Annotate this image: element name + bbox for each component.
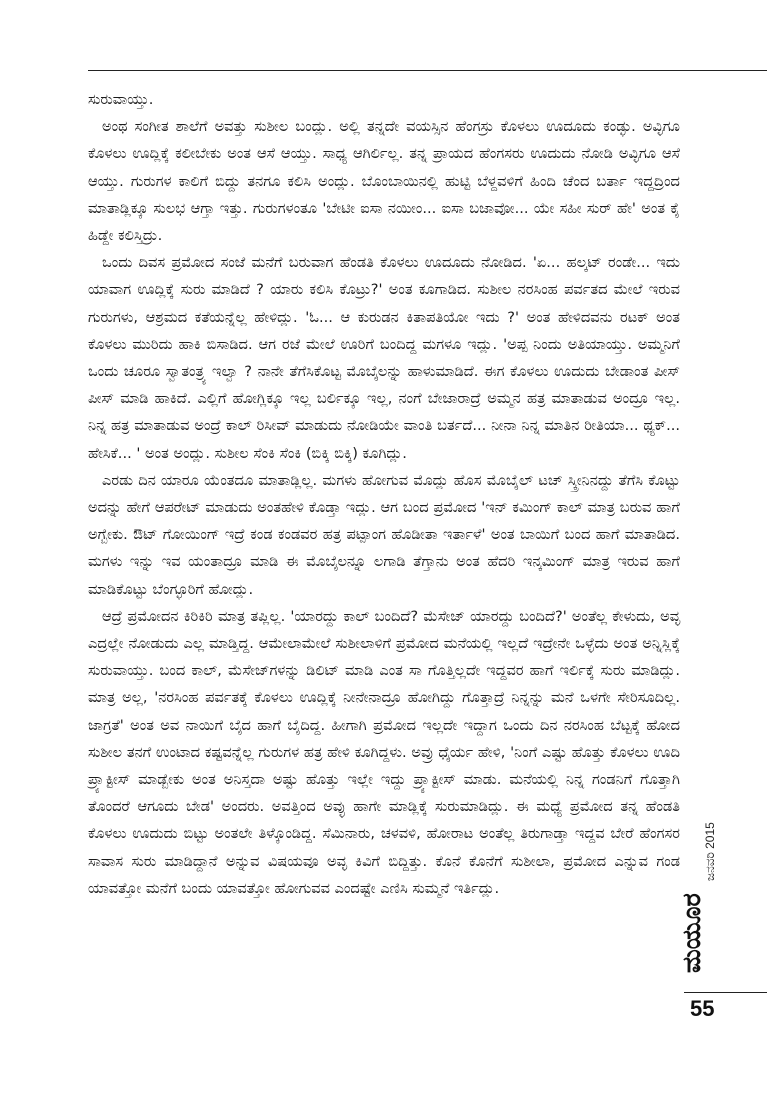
paragraph: ಸುರುವಾಯ್ತು. [88,91,154,108]
page-number: 55 [690,996,715,1021]
paragraph: ಒಂದು ದಿವಸ ಪ್ರಮೋದ ಸಂಜೆ ಮನೆಗೆ ಬರುವಾಗ ಹೆಂಡತಿ ಕೊಳಲು ಊದೂದು ನೋಡಿದ. 'ಏ... ಹಲ್ಕಟ್ ರಂಡೇ... ಇದು ಯಾವಾಗ ಊದ್ಲಿಕ್ಕೆ ಸುರು ಮಾಡಿದೆ ? ಯಾರು ಕಲಿಸಿ ಕೊಟ್ರು?' ಅಂತ ಕೂಗಾಡಿದ. ಸುಶೀಲ ನರಸಿಂಹ ಪರ್ವತದ ಮೇಲೆ ಇರುವ ಗುರುಗಳು, ಆಶ್ರಮದ ಕತೆಯನ್ನೆಲ್ಲ ಹೇಳಿದ್ಲು. 'ಓ... ಆ ಕುರುಡನ ಕಿತಾಪತಿಯೋ ಇದು ?' ಅಂತ ಹೇಳಿದವನು ರಟಕ್ ಅಂತ ಕೊಳಲು ಮುರಿದು ಹಾಕಿ ಬಿಸಾಡಿದ. ಆಗ ರಜೆ ಮೇಲೆ ಊರಿಗೆ ಬಂದಿದ್ದ ಮಗಳೂ ಇದ್ಲು. 'ಅಪ್ಪ ನಿಂದು ಅತಿಯಾಯ್ತು. ಅಮ್ಮನಿಗೆ ಒಂದು ಚೂರೂ ಸ್ವಾತಂತ್ರ್ಯ ಇಲ್ವಾ ? ನಾನೇ ತೆಗೆಸಿಕೊಟ್ಟ ಮೊಬೈಲನ್ನು ಹಾಳುಮಾಡಿದೆ. ಈಗ ಕೊಳಲು ಊದುದು ಬೇಡಾಂತ ಪೀಸ್ ಪೀಸ್ ಮಾಡಿ ಹಾಕಿದೆ. ಎಲ್ಲಿಗೆ ಹೋಗ್ಲಿಕ್ಕೂ ಇಲ್ಲ ಬರ್ಲಿಕ್ಕೂ ಇಲ್ಲ, ನಂಗೆ ಬೇಜಾರಾದ್ರೆ ಅಮ್ಮನ ಹತ್ರ ಮಾತಾಡುವ ಅಂದ್ರೂ ಇಲ್ಲ. ನಿನ್ನ ಹತ್ರ ಮಾತಾಡುವ ಅಂದ್ರೆ ಕಾಲ್ ರಿಸೀವ್ ಮಾಡುದು ನೋಡಿಯೇ ವಾಂತಿ ಬರ್ತದೆ... ನೀನಾ ನಿನ್ನ ಮಾತಿನ ರೀತಿಯಾ... ಥ್ಯಕ್... ಹೇಸಿಕೆ... ' ಅಂತ ಅಂದ್ಲು. ಸುಶೀಲ ಸೆಂಕಿ ಸೆಂಕಿ (ಬಿಕ್ಕಿ ಬಿಕ್ಕಿ) ಕೂಗಿದ್ಲು. [88,254,680,462]
magazine-sidebar [677,795,724,975]
article-body [88,86,680,902]
bottom-rule [684,992,767,993]
paragraph: ಎರಡು ದಿನ ಯಾರೂ ಯೆಂತದೂ ಮಾತಾಡ್ಲಿಲ್ಲ. ಮಗಳು ಹೋಗುವ ಮೊದ್ಲು ಹೊಸ ಮೊಬೈಲ್ ಟಚ್ ಸ್ಕ್ರೀನಿನದ್ದು ತೆಗೆಸಿ ಕೊಟ್ಟು ಅದನ್ನು ಹೇಗೆ ಆಪರೇಟ್ ಮಾಡುದು ಅಂತಹೇಳಿ ಕೊಡ್ತಾ ಇದ್ಲು. ಆಗ ಬಂದ ಪ್ರಮೋದ 'ಇನ್ ಕಮಿಂಗ್ ಕಾಲ್ ಮಾತ್ರ ಬರುವ ಹಾಗೆ ಅಗ್ಬೇಕು. ಔಟ್ ಗೋಯಿಂಗ್ ಇದ್ರೆ ಕಂಡ ಕಂಡವರ ಹತ್ರ ಪಟ್ಪಾಂಗ ಹೊಡೀತಾ ಇರ್ತಾಳೆ' ಅಂತ ಬಾಯಿಗೆ ಬಂದ ಹಾಗೆ ಮಾತಾಡಿದ. ಮಗಳು ಇನ್ನು ಇವ ಯಂತಾದ್ರೂ ಮಾಡಿ ಈ ಮೊಬೈಲನ್ನೂ ಲಗಾಡಿ ತೆಗ್ತಾನು ಅಂತ ಹೆದರಿ ಇನ್ಕಮಿಂಗ್ ಮಾತ್ರ ಇರುವ ಹಾಗೆ ಮಾಡಿಕೊಟ್ಟು ಬೆಂಗ್ಳೂರಿಗೆ ಹೋದ್ಲು. [88,471,680,598]
sidebar-svg [677,795,724,975]
paragraph: ಅಂಥ ಸಂಗೀತ ಶಾಲೆಗೆ ಅವತ್ತು ಸುಶೀಲ ಬಂದ್ಲು. ಅಲ್ಲಿ ತನ್ನದೇ ವಯಸ್ಸಿನ ಹೆಂಗಸ್ರು ಕೊಳಲು ಊದೂದು ಕಂಡ್ಳು. ಅವ್ಳಿಗೂ ಕೊಳಲು ಊದ್ಲಿಕ್ಕೆ ಕಲೀಬೇಕು ಅಂತ ಆಸೆ ಆಯ್ತು. ಸಾಧ್ಯ ಆಗಿರ್ಲಿಲ್ಲ. ತನ್ನ ಪ್ರಾಯದ ಹೆಂಗಸರು ಊದುದು ನೋಡಿ ಅವ್ಳಿಗೂ ಆಸೆ ಆಯ್ತು. ಗುರುಗಳ ಕಾಲಿಗೆ ಬಿದ್ದು ತನಗೂ ಕಲಿಸಿ ಅಂದ್ಲು. ಬೊಂಬಾಯಿನಲ್ಲಿ ಹುಟ್ಟಿ ಬೆಳ್ದವಳಿಗೆ ಹಿಂದಿ ಚೆಂದ ಬರ್ತಾ ಇದ್ದದ್ರಿಂದ ಮಾತಾಡ್ಲಿಕ್ಕೂ ಸುಲಭ ಆಗ್ತಾ ಇತ್ತು. ಗುರುಗಳಂತೂ 'ಬೇಟೀ ಐಸಾ ನಯೀಂ... ಐಸಾ ಬಜಾವೋ... ಯೇ ಸಹೀ ಸುರ್ ಹೇ' ಅಂತ ಕೈ ಹಿಡ್ದೇ ಕಲಿಸ್ತಿದ್ರು. [88,118,680,245]
top-rule [88,70,767,71]
magazine-logo: ಮಯೂರ [677,893,706,973]
paragraph: ಆದ್ರೆ ಪ್ರಮೋದನ ಕಿರಿಕಿರಿ ಮಾತ್ರ ತಪ್ಲಿಲ್ಲ. 'ಯಾರದ್ದು ಕಾಲ್ ಬಂದಿದೆ? ಮೆಸೇಜ್ ಯಾರದ್ದು ಬಂದಿದೆ?' ಅಂತೆಲ್ಲ ಕೇಳುದು, ಅವ್ಳ ಎದ್ರಲ್ಲೇ ನೋಡುದು ಎಲ್ಲ ಮಾಡ್ತಿದ್ದ. ಆಮೇಲಾಮೇಲೆ ಸುಶೀಲಾಳಿಗೆ ಪ್ರಮೋದ ಮನೆಯಲ್ಲಿ ಇಲ್ಲದೆ ಇದ್ರೇನೇ ಒಳ್ಳೆದು ಅಂತ ಅನ್ನಿಸ್ಲಿಕ್ಕೆ ಸುರುವಾಯ್ತು. ಬಂದ ಕಾಲ್, ಮೆಸೇಜ್‌ಗಳನ್ನು ಡಿಲಿಟ್ ಮಾಡಿ ಎಂತ ಸಾ ಗೊತ್ತಿಲ್ಲದೇ ಇದ್ದವರ ಹಾಗೆ ಇರ್ಲಿಕ್ಕೆ ಸುರು ಮಾಡಿದ್ಲು. ಮಾತ್ರ ಅಲ್ಲ, 'ನರಸಿಂಹ ಪರ್ವತಕ್ಕೆ ಕೊಳಲು ಊದ್ಲಿಕ್ಕೆ ನೀನೇನಾದ್ರೂ ಹೋಗಿದ್ದು ಗೊತ್ತಾದ್ರೆ ನಿನ್ನನ್ನು ಮನೆ ಒಳಗೇ ಸೇರಿಸೂದಿಲ್ಲ. ಜಾಗ್ರತೆ' ಅಂತ ಅವ ನಾಯಿಗೆ ಬೈದ ಹಾಗೆ ಬೈದಿದ್ದ. ಹೀಗಾಗಿ ಪ್ರಮೋದ ಇಲ್ಲದೇ ಇದ್ದಾಗ ಒಂದು ದಿನ ನರಸಿಂಹ ಬೆಟ್ಟಕ್ಕೆ ಹೋದ ಸುಶೀಲ ತನಗೆ ಉಂಟಾದ ಕಷ್ಟವನ್ನೆಲ್ಲ ಗುರುಗಳ ಹತ್ರ ಹೇಳಿ ಕೂಗಿದ್ದಳು. ಅವ್ರು ಧೈರ್ಯ ಹೇಳಿ, 'ನಿಂಗೆ ಎಷ್ಟು ಹೊತ್ತು ಕೊಳಲು ಊದಿ ಪ್ರ್ಯಾಕ್ಟೀಸ್ ಮಾಡ್ಬೇಕು ಅಂತ ಅನಿಸ್ತದಾ ಅಷ್ಟು ಹೊತ್ತು ಇಲ್ಲೇ ಇದ್ದು ಪ್ರ್ಯಾಕ್ಟೀಸ್ ಮಾಡು. ಮನೆಯಲ್ಲಿ ನಿನ್ನ ಗಂಡನಿಗೆ ಗೊತ್ತಾಗಿ ತೊಂದರೆ ಆಗೂದು ಬೇಡ' ಅಂದರು. ಅವತ್ತಿಂದ ಅವ್ಳು ಹಾಗೇ ಮಾಡ್ಲಿಕ್ಕೆ ಸುರುಮಾಡಿದ್ಲು. ಈ ಮಧ್ಯೆ ಪ್ರಮೋದ ತನ್ನ ಹೆಂಡತಿ ಕೊಳಲು ಊದುದು ಬಿಟ್ಟು ಅಂತಲೇ ತಿಳ್ಕೊಂಡಿದ್ದ. ಸೆಮಿನಾರು, ಚಳವಳಿ, ಹೋರಾಟ ಅಂತೆಲ್ಲ ತಿರುಗಾಡ್ತಾ ಇದ್ದವ ಬೇರೆ ಹೆಂಗಸರ ಸಾವಾಸ ಸುರು ಮಾಡಿದ್ದಾನೆ ಅನ್ನುವ ವಿಷಯವೂ ಅವ್ಳ ಕಿವಿಗೆ ಬಿದ್ದಿತ್ತು. ಕೊನೆ ಕೊನೆಗೆ ಸುಶೀಲಾ, ಪ್ರಮೋದ ಎನ್ನುವ ಗಂಡ ಯಾವತ್ತೋ ಮನೆಗೆ ಬಂದು ಯಾವತ್ತೋ ಹೋಗುವವ ಎಂದಷ್ಟೇ ಎಣಿಸಿ ಸುಮ್ಮನೆ ಇರ್ತಿದ್ಲು. [88,607,680,897]
issue-date: ಜನವರಿ 2015 [703,822,717,881]
